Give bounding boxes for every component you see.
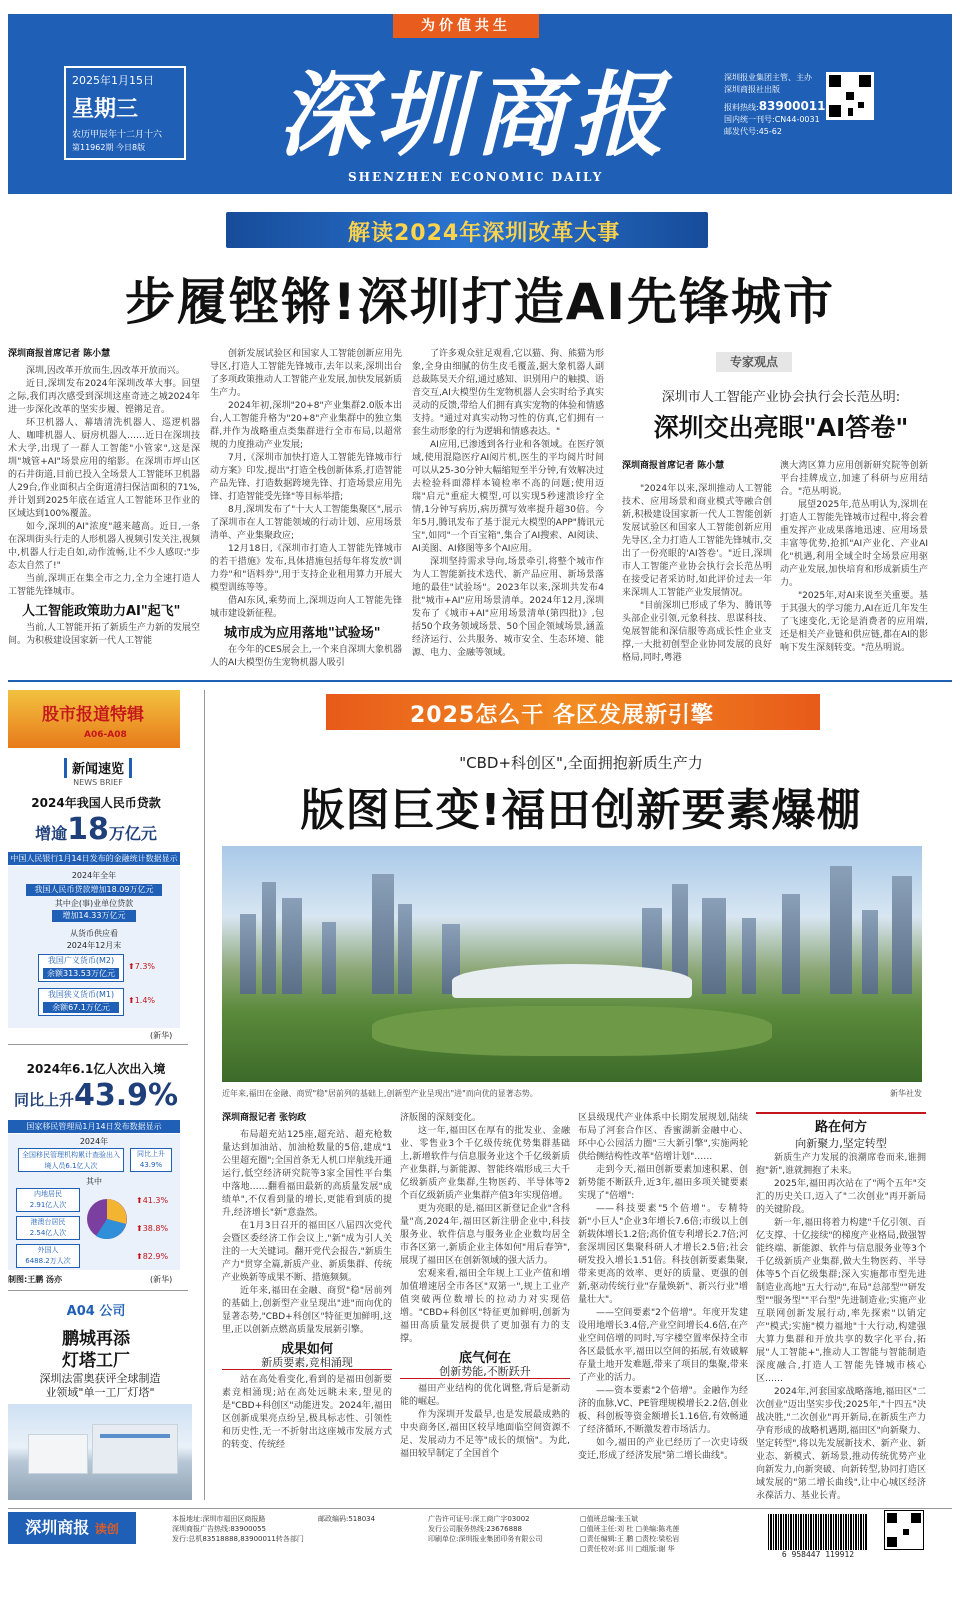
barcode-icon bbox=[768, 1514, 868, 1550]
brief1-infographic bbox=[8, 866, 180, 1028]
photo-credit: 新华社发 bbox=[890, 1089, 922, 1098]
brief1-title: 2024年我国人民币贷款 bbox=[31, 796, 161, 810]
foreigner-box bbox=[16, 1244, 80, 1268]
stock-promo[interactable] bbox=[8, 690, 180, 748]
paragraph: 新质生产力发展的浪潮席卷而来,谁拥抱"新",谁就拥抱了未来。 bbox=[756, 1153, 926, 1176]
article2-subhead-2: 底气何在 bbox=[458, 1351, 511, 1366]
feature-banner-text: 解读2024年深圳改革大事 bbox=[348, 221, 621, 246]
paragraph: 作为深圳开发最早,也是发展最成熟的中央商务区,福田区较早地面临空间资源不足、发展动力不足等"成长的烦恼"。为此,福田较早制定了全国首个 bbox=[400, 1410, 570, 1459]
expert-col2 bbox=[780, 460, 928, 655]
info-row: 2.91亿人次 bbox=[29, 1201, 67, 1209]
info-row: 外国人 bbox=[37, 1246, 59, 1254]
promo-pages: A06-A08 bbox=[84, 730, 127, 740]
footer-line: 发行公司服务热线:23676888 bbox=[428, 1525, 522, 1533]
m1-growth: ⬆1.4% bbox=[128, 996, 156, 1005]
brief2-credit-left: 制图:王鹏 汤亦 bbox=[8, 1275, 62, 1284]
masthead bbox=[8, 14, 952, 194]
paragraph: ——资本要素"2个倍增"。金融作为经济的血脉,VC、PE管理规模增长2.2倍,创业板、科创板等资金额增长1.16倍,有效畅通了经济循环,不断激发着市场活力。 bbox=[578, 1386, 748, 1435]
info-row: 其中企(事)业单位贷款 bbox=[54, 899, 134, 908]
qr-code-icon[interactable] bbox=[826, 72, 874, 120]
expert-byline: 深圳商报首席记者 陈小慧 bbox=[622, 461, 725, 471]
footer-line: □责任编辑:王 鹏 □责校:梁松岩 bbox=[580, 1535, 680, 1543]
brief2-title: 2024年6.1亿人次出入境 bbox=[26, 1062, 166, 1076]
footer-line: 本报地址:深圳市福田区商报路 bbox=[172, 1515, 266, 1523]
main-headline[interactable]: 步履铿锵!深圳打造AI先锋城市 bbox=[124, 273, 836, 331]
article2-subhead-1: 成果如何 bbox=[280, 1342, 333, 1357]
paragraph: 更为亮眼的是,福田区新登记企业"含科量"高,2024年,福田区新注册企业中,科技服务业、软件信息与服务业企业数均居全市各区第一,新质企业主体如何"用后春笋",展现了福田区在创新领域的强大活力。 bbox=[400, 1204, 570, 1266]
english-title: SHENZHEN ECONOMIC DAILY bbox=[348, 170, 604, 184]
paragraph: 12月18日,《深圳市打造人工智能先锋城市的若干措施》发布,具体措施包括每年将发放"训力券"和"语料券",用于支持企业租用算力开展大模型训练等等。 bbox=[210, 544, 402, 593]
paragraph: 如今,深圳的AI"浓度"越来越高。近日,一条在深圳街头行走的人形机器人视频引发关注,视频中,机器人行走自如,动作流畅,让不少人感叹:"步态太自然了!" bbox=[8, 522, 200, 571]
footer-line: □值班主任:刘 杜 □美编:陈兆莲 bbox=[580, 1525, 680, 1533]
brief1-big-num: 18 bbox=[67, 812, 109, 847]
paragraph: 创新发展试验区和国家人工智能创新应用先导区,打造人工智能先锋城市,去年以来,深圳出台了多项政策推动人工智能产业发展,加快发展新质生产力。 bbox=[210, 349, 402, 398]
hotline-label: 报料热线: bbox=[724, 103, 759, 112]
company-title-1[interactable]: 鹏城再添 bbox=[62, 1329, 130, 1349]
info-row: 从货币供应看 bbox=[70, 929, 118, 938]
info-row: 我国人民币贷款增加18.09万亿元 bbox=[26, 884, 162, 896]
info-row: 我国广义货币(M2) bbox=[47, 956, 115, 965]
article2-byline: 深圳商报记者 张钧政 bbox=[222, 1113, 307, 1123]
company-title-2[interactable]: 灯塔工厂 bbox=[62, 1351, 130, 1371]
footer-line: 发行:总机83518888,83900011转各部门 bbox=[172, 1535, 304, 1543]
paragraph: 展望2025年,范丛明认为,深圳在打造人工智能先锋城市过程中,将会着重发挥产业成果落地迅速、应用场景丰富等优势,抢抓"AI产业化、产业AI化"机遇,利用全域全时全场景应用驱动产业发展,加快培育和形成新质生产力。 bbox=[780, 500, 928, 588]
slogan: 为价值共生 bbox=[393, 14, 539, 38]
resident-box bbox=[16, 1188, 80, 1212]
paragraph: ——科技要素"5个倍增"。专精特新"小巨人"企业3年增长7.6倍;市级以上创新载体增长1.2倍;高价值专利增长2.7倍;河套深圳园区集聚科研人才增长2.5倍;社会研发投入增长1.51倍。科技创新要素集聚,带来更高的效率、更好的质量、更强的创新,驱动传统行业"存量焕新"、新兴行业"增量壮大"。 bbox=[578, 1204, 748, 1305]
paragraph: 新一年,福田将着力构建"千亿引领、百亿支撑、十亿接续"的梯度产业格局,做强智能终端、新能源、软件与信息服务业等3个千亿级新质产业集群,做大生物医药、半导体等5个百亿级集群;深入实施都市型先进制造业高地"五大行动",布局"总部型""研发型""服务型""平台型"先进制造业;实施产业互联网创新发展行动,率先探索"以销定产"模式;实施"模力福地"十大行动,构建强大算力集群和开放共享的数字化平台,拓展"人工智能+",推动人工智能与智能制造深度融合,打造人工智能先锋城市核心区…… bbox=[756, 1218, 926, 1384]
expert-headline[interactable]: 深圳交出亮眼"AI答卷" bbox=[653, 413, 909, 442]
brief2-big bbox=[8, 1078, 184, 1113]
brief2-big-num: 43.9% bbox=[73, 1078, 179, 1113]
paragraph: 这一年,福田区在厚有的批发业、金融业、零售业3个千亿级传统优势集群基础上,新增软件与信息服务业这个千亿级新质产业集群,与新能源、智能终端形成三大千亿级新质产业集群,生物医药、半导体等2个百亿级新质产业集群产值3年实现倍增。 bbox=[400, 1126, 570, 1201]
divider bbox=[8, 1044, 188, 1045]
article1-col2 bbox=[210, 348, 402, 670]
brief2-big-pre: 同比上升 bbox=[13, 1091, 74, 1109]
company-page[interactable]: A04 公司 bbox=[66, 1304, 126, 1319]
info-row: 41.3% bbox=[142, 1196, 169, 1205]
paragraph: "2024年以来,深圳推动人工智能技术、应用场景和商业模式等融合创新,积极建设国家新一代人工智能创新发展试验区和国家人工智能创新应用先导区,全力打造人工智能先锋城市,交出了一份亮眼的'AI答卷'。"近日,深圳市人工智能产业协会执行会长范丛明在接受记者采访时,如此评价过去一年来深圳人工智能产业发展情况。 bbox=[622, 484, 772, 598]
divider bbox=[8, 680, 952, 682]
side-subtitle: 向新聚力,坚定转型 bbox=[795, 1137, 887, 1150]
hotline: 83900011 bbox=[758, 99, 826, 113]
info-row: 43.9% bbox=[139, 1161, 163, 1169]
paragraph: ——空间要素"2个倍增"。年度开发建设用地增长3.4倍,产业空间增长4.6倍,在产业空间倍增的同时,写字楼空置率保持全市各区最低水平,福田以空间的拓展,有效破解存量土地开发难题,带来了项目的集聚,带来了产业的活力。 bbox=[578, 1308, 748, 1383]
article1-subhead-1: 人工智能政策助力AI"起飞" bbox=[22, 604, 181, 619]
barcode-number: 6 958447 119912 bbox=[781, 1550, 855, 1559]
paragraph: 深圳坚持需求导向,场景牵引,将整个城市作为人工智能新技术迭代、新产品应用、新场景落地的最佳"试验场"。2023年以来,深圳共发布4批"城市+AI"应用场景清单。2024年12月,深圳发布了《城市+AI"应用场景清单(第四批)》,包括50个政务领域场景、50个国企领域场景,涵盖经济运行、公共服务、城市安全、生态环境、能源、电力、金融等领域。 bbox=[412, 557, 604, 658]
date-box bbox=[64, 66, 186, 160]
foreigner-growth: ⬆82.9% bbox=[136, 1252, 169, 1261]
photo-caption bbox=[222, 1088, 922, 1099]
paragraph: 布局超充站125座,超充站、超充枪数量达到加油站、加油枪数量的5倍,建成"1公里超充圈";全国首条无人机口岸航线开通运行,低空经济研究院等3家全国性平台集中落地……翻看福田最新的高质量发展"成绩单",不仅看到量的增长,更能看到质的提升,经济增长"新"意盎然。 bbox=[222, 1130, 392, 1218]
info-row: 增加14.33万亿元 bbox=[52, 910, 136, 922]
issue-number: 第11962期 今日8版 bbox=[72, 143, 146, 152]
paragraph: 当前,深圳正在集全市之力,全力全速打造人工智能先锋城市。 bbox=[8, 574, 200, 597]
paragraph: "目前深圳已形成了华为、腾讯等头部企业引领,元象科技、思谋科技、兔展智能和深信服等高成长性企业支撑,一大批初创型企业协同发展的良好格局,同时,粤港 bbox=[622, 601, 772, 663]
paragraph: 2024年,河套国家战略落地,福田区"二次创业"迈出坚实步伐;2025年,"十四五"决战决胜,"二次创业"再开新局,在新质生产力孕育形成的战略机遇期,福田区"向新聚力、坚定转型",将以先发展新技术、新产业、新业态、新模式、新场景,推动传统优势产业向新发力,向新突破、向新转型,协同打造区域发展的"第二增长曲线",让中心城区经济永葆活力、基业长青。 bbox=[756, 1387, 926, 1501]
article1-subhead-2: 城市成为应用落地"试验场" bbox=[224, 626, 381, 641]
m2-box bbox=[38, 954, 124, 982]
info-row: 全国移民管理机构累计查验出入境人员6.1亿人次 bbox=[18, 1148, 124, 1172]
info-row: 港澳台居民 bbox=[30, 1218, 66, 1226]
paragraph: 了许多观众驻足观看,它以猫、狗、熊猫为形象,全身由细腻的仿生皮毛覆盖,据大象机器人副总裁陈昊天介绍,通过感知、识别用户的触摸、语音交互,AI大模型仿生宠物机器人会实时给予真实灵动的反馈,带给人们拥有真实宠物的体验和情感支持。"通过对真实动物习性的仿真,它们拥有一套生动形象的行为逻辑和情感表达。" bbox=[412, 349, 604, 437]
pie-chart-icon bbox=[84, 1196, 130, 1242]
brief1-big bbox=[8, 812, 184, 847]
expert-col1 bbox=[622, 460, 772, 665]
article1-col1 bbox=[8, 348, 200, 648]
paragraph: 济版图的深刻变化。 bbox=[400, 1113, 482, 1123]
info-row: 6488.2万人次 bbox=[25, 1257, 71, 1265]
futian-photo bbox=[222, 846, 922, 1082]
paragraph: 走到今天,福田创新要素加速积累、创新势能不断跃升,近3年,福田多项关键要素实现了"倍增": bbox=[578, 1165, 748, 1201]
article1-byline: 深圳商报首席记者 陈小慧 bbox=[8, 349, 111, 359]
footer-zip: 邮政编码:518034 bbox=[318, 1515, 376, 1523]
news-brief-title: 新闻速览 bbox=[64, 758, 132, 778]
footer-line: □值班总编:张玉斌 bbox=[580, 1515, 638, 1523]
info-row: 38.8% bbox=[142, 1224, 169, 1233]
info-row: 我国狭义货币(M1) bbox=[47, 990, 115, 999]
lunar-date: 农历甲辰年十二月十六 bbox=[72, 130, 163, 140]
district-banner-text: 2025怎么干 各区发展新引擎 bbox=[410, 703, 714, 728]
article2-col3 bbox=[578, 1112, 748, 1463]
footer-address bbox=[172, 1514, 304, 1544]
footer-logo bbox=[8, 1512, 136, 1544]
weekday: 星期三 bbox=[72, 97, 139, 122]
brief1-big-post: 万亿元 bbox=[108, 824, 157, 843]
publisher-line-1: 深圳报业集团主管、主办 bbox=[724, 73, 812, 82]
paragraph: 澳大湾区算力应用创新研究院等创新平台挂牌成立,加速了科研与应用结合。"范丛明说。 bbox=[780, 461, 928, 497]
company-sub-1: 深圳法雷奥获评全球制造 bbox=[39, 1372, 161, 1385]
feature-banner bbox=[226, 212, 708, 248]
article2-col1 bbox=[222, 1112, 392, 1452]
divider bbox=[8, 1290, 188, 1291]
info-row: 82.9% bbox=[142, 1252, 169, 1261]
paragraph: 站在高处看变化,看到的是福田创新要素竞相涌现;站在高处远眺未来,望见的是"CBD+科创区"动能迸发。2024年,福田区创新成果亮点纷呈,极具标志性、引领性和历史性,无一不折射出这座城市发展方式的转变、传统经 bbox=[222, 1375, 392, 1450]
paragraph: 7月,《深圳市加快打造人工智能先锋城市行动方案》印发,提出"打造全栈创新体系,打造智能产品先锋、打造数据跨境先锋、打造场景应用先锋、打造智能受先锋"等目标举措; bbox=[210, 453, 402, 502]
company-sub-2: 业领域"单一工厂灯塔" bbox=[45, 1386, 155, 1399]
paragraph: 8月,深圳发布了"十大人工智能集聚区",展示了深圳市在人工智能领域的行动计划、应用场景清单、产业集聚政应; bbox=[210, 505, 402, 541]
article2-col4 bbox=[756, 1152, 926, 1503]
info-row: 内地居民 bbox=[34, 1190, 62, 1198]
side-section-head bbox=[756, 1112, 926, 1151]
article1-col3 bbox=[412, 348, 604, 660]
paragraph: 近年来,福田在金融、商贸"稳"居前列的基础上,创新型产业呈现出"进"而向优的显著态势,"CBD+科创区"特征更加鲜明,这里,正以创新点燃高质量发展新引擎。 bbox=[222, 1286, 392, 1335]
info-row: 7.3% bbox=[134, 962, 156, 971]
news-brief-en: NEWS BRIEF bbox=[73, 778, 123, 787]
brief2-source: 国家移民管理局1月14日发布数据显示 bbox=[8, 1120, 180, 1133]
newspaper-title: 深圳商报 bbox=[278, 61, 671, 169]
divider bbox=[204, 690, 205, 1500]
resident-growth: ⬆41.3% bbox=[136, 1196, 169, 1205]
footer-print bbox=[428, 1514, 542, 1544]
expert-tag: 专家观点 bbox=[716, 352, 792, 372]
factory-photo bbox=[8, 1404, 192, 1500]
footer-line: 深圳商报广告热线:83900055 bbox=[172, 1525, 266, 1533]
paragraph: 在今年的CES展会上,一个来自深圳大象机器人的AI大模型仿生宠物机器人吸引 bbox=[210, 645, 402, 668]
info-row: 2024年全年 bbox=[71, 871, 117, 880]
date: 2025年1月15日 bbox=[72, 74, 154, 87]
cn-number: 国内统一刊号:CN44-0031 bbox=[724, 115, 820, 124]
promo-title: 股市报道特辑 bbox=[42, 705, 144, 725]
info-row: 1.4% bbox=[134, 996, 156, 1005]
paragraph: 借AI东风,乘势而上,深圳迈向人工智能先锋城市建设新征程。 bbox=[210, 596, 402, 619]
footer-line: □责任校对:邱 川 □组版:谢 华 bbox=[580, 1545, 675, 1553]
info-row: 余额313.53万亿元 bbox=[43, 968, 119, 979]
footer-line: 印刷单位:深圳报业集团印务有限公司 bbox=[428, 1535, 543, 1543]
article2-subhead-1b: 新质要素,竞相涌现 bbox=[222, 1356, 392, 1370]
info-row: 其中 bbox=[86, 1177, 102, 1186]
footer-editors bbox=[580, 1514, 679, 1554]
caption-text: 近年来,福田在金融、商贸"稳"居前列的基础上,创新型产业呈现出"进"而向优的显著态势。 bbox=[222, 1089, 538, 1098]
paragraph: 区县级现代产业体系中长期发展规划,陆续布局了河套合作区、香蜜湖新金融中心、环中心公园活力圈"三大新引擎",实施两轮供给侧结构性改革"倍增计划"…… bbox=[578, 1113, 748, 1162]
paragraph: 2024年初,深圳"20+8"产业集群2.0版本出台,人工智能升格为"20+8"产业集群中的独立集群,并作为战略重点类集群进行全市布局,以超常规的力度推动产业发展; bbox=[210, 401, 402, 450]
expert-kicker: 深圳市人工智能产业协会执行会长范丛明: bbox=[661, 390, 901, 405]
info-row: 2024年 bbox=[79, 1137, 109, 1146]
paragraph: 环卫机器人、幕墙清洗机器人、巡逻机器人、咖啡机器人、厨房机器人……近日在深圳技术大学,出现了一群人工智能"小管家",这是深圳"城管+AI"场景应用的缩影。在深圳市坪山区的石井街道,目前已投入全场景人工智能环卫机器人29台,作业面积占全街道清扫保洁面积的71%,并计划到2025年底在适宜人工智能环卫作业的区域达到100%覆盖。 bbox=[8, 418, 200, 519]
postal-code: 邮发代号:45-62 bbox=[724, 127, 782, 136]
info-row: 2024年12月末 bbox=[66, 941, 122, 950]
info-row: 同比上升 bbox=[137, 1150, 165, 1158]
footer-line: 广告许可证号:深工商广字03002 bbox=[428, 1515, 530, 1523]
footer-qr-icon[interactable] bbox=[884, 1510, 924, 1550]
article2-headline[interactable]: 版图巨变!福田创新要素爆棚 bbox=[300, 785, 862, 836]
paragraph: 2025年,福田再次站在了"两个五年"交汇的历史关口,迈入了"二次创业"再开新局的关键阶段。 bbox=[756, 1179, 926, 1215]
paragraph: 深圳,因改革开放而生,因改革开放而兴。 bbox=[26, 366, 185, 376]
article2-kicker: "CBD+科创区",全面拥抱新质生产力 bbox=[459, 754, 703, 772]
brief2-credit-right: (新华) bbox=[150, 1275, 173, 1284]
brief2-infographic bbox=[8, 1134, 180, 1270]
m1-box bbox=[38, 988, 124, 1016]
brief1-credit: (新华) bbox=[150, 1031, 173, 1040]
paragraph: 如今,福田的产业已经历了一次史诗级变迁,形成了经济发展"第二增长曲线"。 bbox=[578, 1438, 748, 1461]
publisher-line-2: 深圳商报社出版 bbox=[724, 85, 780, 94]
side-title: 路在何方 bbox=[814, 1120, 867, 1135]
paragraph: 福田产业结构的优化调整,背后是新动能的崛起。 bbox=[400, 1384, 570, 1407]
paragraph: "2025年,对AI来说至关重要。基于其强大的学习能力,AI在近几年发生了飞速变化,无论是消费者的应用端,还是相关产业链和供应链,都在AI的影响下发生深刻转变。"范丛明说。 bbox=[780, 591, 928, 653]
hkmt-box bbox=[16, 1216, 80, 1240]
paragraph: 在1月3日召开的福田区八届四次党代会暨区委经济工作会议上,"新"成为引人关注的一大关键词。翻开党代会报告,"新质生产力"贯穿全篇,新质产业、新质集群、传统产业焕新等成果不断、措施频频。 bbox=[222, 1221, 392, 1283]
m2-growth: ⬆7.3% bbox=[128, 962, 156, 971]
paragraph: 近日,深圳发布2024年深圳改革大事。回望之际,我们再次感受到深圳这座奇迹之城2024年进一步深化改革的坚实步履、铿锵足音。 bbox=[8, 379, 200, 415]
paragraph: 当前,人工智能开拓了新质生产力新的发展空间。为积极建设国家新一代人工智能 bbox=[8, 623, 200, 646]
info-row: 2.54亿人次 bbox=[29, 1229, 67, 1237]
paragraph: 宏观来看,福田全年规上工业产值和增加值增速居全市各区"双第一",规上工业产值突破两位数增长的拉动力对实现倍增。"CBD+科创区"特征更加鲜明,创新为福田高质量发展提供了更加强有力的支撑。 bbox=[400, 1269, 570, 1344]
info-row: 余额67.1万亿元 bbox=[43, 1002, 119, 1013]
growth-box bbox=[130, 1148, 172, 1172]
footer-logo-text: 深圳商报 bbox=[25, 1518, 90, 1537]
paragraph: AI应用,已渗透到各行业和各领域。在医疗领域,使用混隐医疗AI阅片机,医生的平均阅片时间可以从25-30分钟大幅缩短至半分钟,有效解决过去检验科面滞样本镜检率不高的问题;使用迈瑞"启元"重症大模型,可以实现5秒速溃诊疗全情,1分钟写病历,病历撰写效率提升超30倍。今年5月,腾讯发布了基于混元大模型的APP"腾讯元宝",如同"一个百宝箱",集合了AI搜索、AI阅读、AI美图、AI修图等多个AI应用。 bbox=[412, 440, 604, 554]
footer-logo-2: 读创 bbox=[94, 1522, 119, 1536]
brief1-big-pre: 增逾 bbox=[35, 824, 68, 843]
brief1-source: 中国人民银行1月14日发布的金融统计数据显示 bbox=[8, 852, 180, 865]
hkmt-growth: ⬆38.8% bbox=[136, 1224, 169, 1233]
article2-col2 bbox=[400, 1112, 570, 1461]
district-banner bbox=[326, 694, 820, 730]
article2-subhead-2b: 创新势能,不断跃升 bbox=[400, 1365, 570, 1379]
